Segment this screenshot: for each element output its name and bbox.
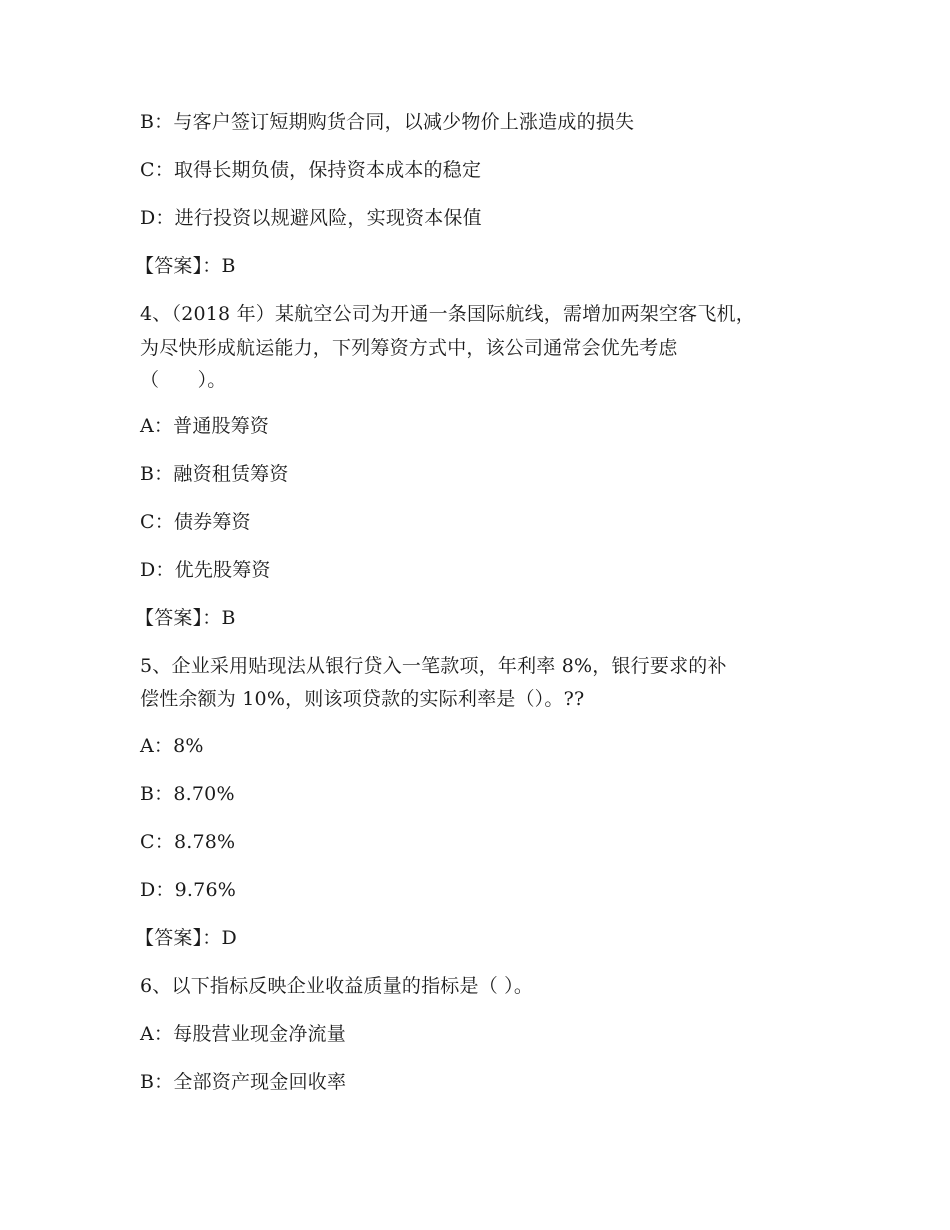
q4-stem-line1: 4、（2018 年）某航空公司为开通一条国际航线，需增加两架空客飞机， — [140, 303, 755, 325]
q5-stem-line1: 5、企业采用贴现法从银行贷入一笔款项，年利率 8%，银行要求的补 — [140, 655, 727, 677]
q5-option-b: B：8.70% — [140, 783, 235, 805]
q3-option-d: D：进行投资以规避风险，实现资本保值 — [140, 207, 482, 229]
q4-option-d: D：优先股筹资 — [140, 559, 271, 581]
q4-option-c: C：债券筹资 — [140, 511, 251, 533]
q5-option-a: A：8% — [140, 735, 204, 757]
q4-option-b: B：融资租赁筹资 — [140, 463, 289, 485]
q6-option-a: A：每股营业现金净流量 — [140, 1023, 346, 1045]
q5-stem-line2: 偿性余额为 10%，则该项贷款的实际利率是（）。?? — [140, 688, 585, 710]
q6-option-b: B：全部资产现金回收率 — [140, 1071, 347, 1093]
q4-stem-line2: 为尽快形成航运能力，下列筹资方式中，该公司通常会优先考虑 — [140, 337, 678, 359]
q5-answer: 【答案】：D — [135, 927, 237, 949]
q4-answer: 【答案】：B — [135, 607, 236, 629]
q4-stem-line3: （ ）。 — [140, 369, 227, 391]
q3-option-c: C：取得长期负债，保持资本成本的稳定 — [140, 159, 482, 181]
q6-stem-line1: 6、以下指标反映企业收益质量的指标是（ ）。 — [140, 975, 534, 997]
q5-option-c: C：8.78% — [140, 831, 236, 853]
q4-option-a: A：普通股筹资 — [140, 415, 270, 437]
q3-option-b: B：与客户签订短期购货合同，以减少物价上涨造成的损失 — [140, 111, 635, 133]
q3-answer: 【答案】：B — [135, 255, 236, 277]
q5-option-d: D：9.76% — [140, 879, 236, 901]
